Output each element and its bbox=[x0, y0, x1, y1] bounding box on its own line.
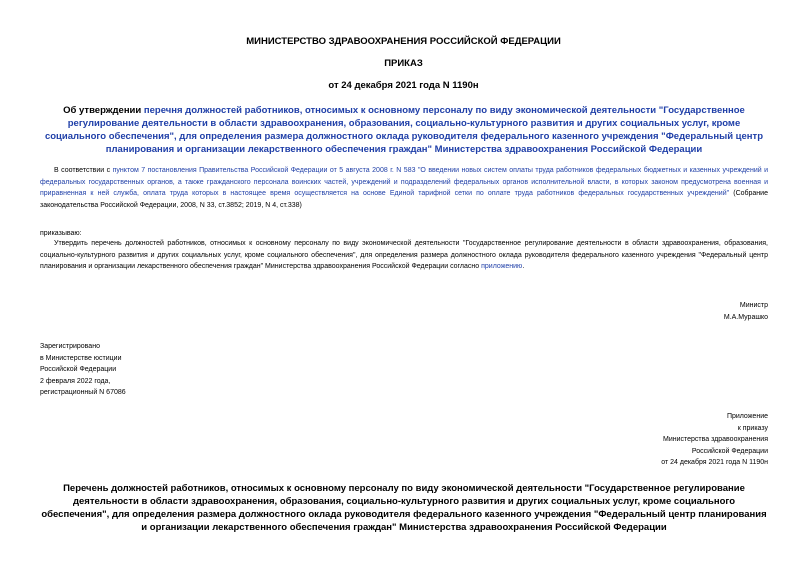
preamble-text-before: В соответствии с bbox=[54, 167, 113, 174]
registration-line: 2 февраля 2022 года, bbox=[40, 377, 111, 385]
list-title: Перечень должностей работников, относимых к основному персоналу по виду экономической деятельности "Государственное регулирование деятельности в области здравоохранения, образования, социально-культурного развития и других социальных услуг, кроме социального обеспечения", для определения размера должностного оклада руководителя федерального казенного учреждения "Федеральный центр планирования и организации лекарственного обеспечения граждан" Министерства здравоохранения Российской Федерации bbox=[41, 483, 767, 533]
registration-line: регистрационный N 67086 bbox=[40, 389, 126, 396]
appendix-block bbox=[568, 411, 768, 469]
registration-line: в Министерстве юстиции bbox=[40, 354, 122, 362]
document-title bbox=[40, 104, 768, 156]
signature-name: М.А.Мурашко bbox=[723, 313, 768, 321]
appendix-line: от 24 декабря 2021 года N 1190н bbox=[661, 459, 768, 466]
signature-block bbox=[568, 300, 768, 323]
registration-line: Зарегистрировано bbox=[40, 343, 100, 350]
order-paragraph bbox=[40, 238, 768, 273]
preamble-text-after: (Собрание законодательства Российской Федерации, 2008, N 33, ст.3852; 2019, N 4, ст.338) bbox=[40, 190, 768, 209]
title-link[interactable]: перечня должностей работников, относимых к основному персоналу по виду экономической деятельности "Государственное регулирование деятельности в области здравоохранения, образования, социально-культурного развития и других социальных услуг, кроме социального обеспечения", для определения размера должностного оклада руководителя федерального казенного учреждения "Федеральный центр планирования и организации лекарственного обеспечения граждан" Министерства здравоохранения Российской Федерации bbox=[44, 105, 764, 155]
appendix-line: Российской Федерации bbox=[691, 447, 768, 455]
appendix-line: Министерства здравоохранения bbox=[663, 436, 768, 443]
ministry-heading: МИНИСТЕРСТВО ЗДРАВООХРАНЕНИЯ РОССИЙСКОЙ ФЕДЕРАЦИИ bbox=[246, 36, 561, 47]
appendix-line: Приложение bbox=[726, 413, 768, 420]
title-prefix: Об утверждении bbox=[63, 105, 144, 116]
appendix-link[interactable]: приложению bbox=[481, 263, 523, 270]
prikazyvayu-label: приказываю: bbox=[40, 230, 82, 237]
preamble-paragraph bbox=[40, 165, 768, 211]
signature-position: Министр bbox=[739, 302, 768, 309]
registration-block bbox=[40, 341, 126, 399]
registration-line: Российской Федерации bbox=[40, 366, 117, 373]
doc-type-heading: ПРИКАЗ bbox=[384, 58, 423, 69]
preamble-link[interactable]: пунктом 7 постановления Правительства Российской Федерации от 5 августа 2008 г. N 583 "О введении новых систем оплаты труда работников федеральных бюджетных и казенных учреждений и федеральных государственных органов, а также гражданского персонала воинских частей, учреждений и подразделений федеральных органов исполнительной власти, в которых законом предусмотрена военная и приравненная к ней служба, оплата труда которых в настоящее время осуществляется на основе Единой тарифной сетки по оплате труда работников федеральных государственных учреждений" bbox=[40, 167, 769, 197]
appendix-line: к приказу bbox=[737, 424, 768, 432]
order-end: . bbox=[522, 263, 525, 270]
doc-date-number: от 24 декабря 2021 года N 1190н bbox=[328, 80, 479, 91]
order-text: Утвердить перечень должностей работников, относимых к основному персоналу по виду экономической деятельности "Государственное регулирование деятельности в области здравоохранения, образования, социально-культурного развития и других социальных услуг, кроме социального обеспечения", для определения размера должностного оклада руководителя федерального казенного учреждения "Федеральный центр планирования и организации лекарственного обеспечения граждан" Министерства здравоохранения Российской Федерации согласно bbox=[40, 240, 768, 270]
